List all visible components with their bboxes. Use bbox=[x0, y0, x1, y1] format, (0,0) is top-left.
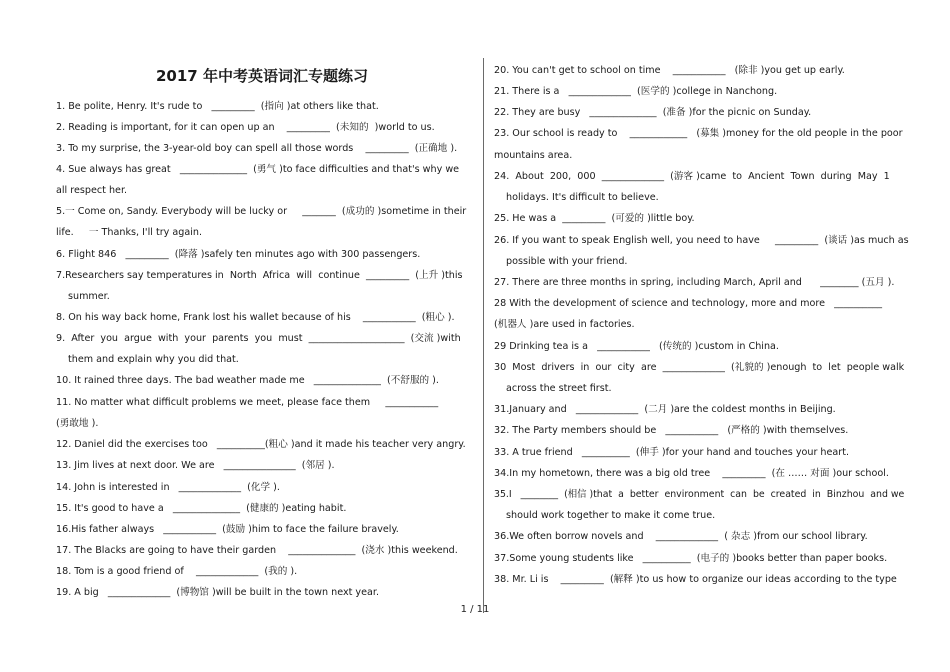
question-34: 34.In my hometown, there was a big old tree _________ (在 …… 对面 )our school. bbox=[494, 468, 889, 479]
question-14: 14. John is interested in _____________ (化学 ). bbox=[56, 482, 280, 493]
question-26-cont: possible with your friend. bbox=[506, 256, 628, 267]
question-28: 28 With the development of science and technology, more and more __________ bbox=[494, 298, 883, 309]
question-30-cont: across the street first. bbox=[506, 383, 612, 394]
question-23: 23. Our school is ready to ____________ (募集 )money for the old people in the poor bbox=[494, 128, 903, 139]
question-6: 6. Flight 846 _________ (降落 )safely ten minutes ago with 300 passengers. bbox=[56, 249, 421, 260]
question-33: 33. A true friend __________ (伸手 )for your hand and touches your heart. bbox=[494, 447, 850, 458]
question-1: 1. Be polite, Henry. It's rude to _________ (指向 )at others like that. bbox=[56, 101, 379, 112]
question-19: 19. A big _____________ (博物馆 )will be built in the town next year. bbox=[56, 587, 380, 598]
question-4: 4. Sue always has great ______________ (勇气 )to face difficulties and that's why we bbox=[56, 164, 460, 175]
question-29: 29 Drinking tea is a ___________ (传统的 )custom in China. bbox=[494, 341, 779, 352]
question-5: 5.一 Come on, Sandy. Everybody will be lucky or _______ (成功的 )sometime in their bbox=[56, 206, 467, 217]
question-9-cont: them and explain why you did that. bbox=[68, 354, 239, 365]
question-27: 27. There are three months in spring, including March, April and ________ (五月 ). bbox=[494, 277, 895, 288]
question-12: 12. Daniel did the exercises too __________(粗心 )and it made his teacher very angry. bbox=[56, 439, 466, 450]
question-37: 37.Some young students like __________ (电子的 )books better than paper books. bbox=[494, 553, 888, 564]
question-32: 32. The Party members should be ___________ (严格的 )with themselves. bbox=[494, 425, 849, 436]
question-22: 22. They are busy ______________ (准备 )for the picnic on Sunday. bbox=[494, 107, 812, 118]
question-7: 7.Researchers say temperatures in North Africa will continue _________ (上升 )this bbox=[56, 270, 463, 281]
question-7-cont: summer. bbox=[68, 291, 110, 302]
question-3: 3. To my surprise, the 3-year-old boy can spell all those words _________ (正确地 ). bbox=[56, 143, 458, 154]
question-31: 31.January and _____________ (二月 )are the coldest months in Beijing. bbox=[494, 404, 836, 415]
question-36: 36.We often borrow novels and _____________ ( 杂志 )from our school library. bbox=[494, 531, 868, 542]
column-divider bbox=[483, 58, 484, 613]
question-13: 13. Jim lives at next door. We are _______________ (邻居 ). bbox=[56, 460, 335, 471]
question-16: 16.His father always ___________ (鼓励 )him to face the failure bravely. bbox=[56, 524, 399, 535]
question-2: 2. Reading is important, for it can open up an _________ (未知的 )world to us. bbox=[56, 122, 435, 133]
question-30: 30 Most drivers in our city are _____________ (礼貌的 )enough to let people walk bbox=[494, 362, 905, 373]
question-11-cont: (勇敢地 ). bbox=[56, 418, 99, 429]
question-24-cont: holidays. It's difficult to believe. bbox=[506, 192, 659, 203]
question-25: 25. He was a _________ (可爱的 )little boy. bbox=[494, 213, 695, 224]
question-10: 10. It rained three days. The bad weather made me ______________ (不舒服的 ). bbox=[56, 375, 439, 386]
question-11: 11. No matter what difficult problems we meet, please face them ___________ bbox=[56, 397, 439, 408]
question-15: 15. It's good to have a ______________ (健康的 )eating habit. bbox=[56, 503, 347, 514]
question-9: 9. After you argue with your parents you must ____________________ (交流 )with bbox=[56, 333, 461, 344]
question-17: 17. The Blacks are going to have their garden ______________ (浇水 )this weekend. bbox=[56, 545, 458, 556]
page-number: 1 / 11 bbox=[460, 604, 490, 615]
question-18: 18. Tom is a good friend of _____________ (我的 ). bbox=[56, 566, 298, 577]
question-26: 26. If you want to speak English well, you need to have _________ (谈话 )as much as bbox=[494, 235, 909, 246]
question-38: 38. Mr. Li is _________ (解释 )to us how to organize our ideas according to the type bbox=[494, 574, 897, 585]
question-4-cont: all respect her. bbox=[56, 185, 128, 196]
question-28-cont: (机器人 )are used in factories. bbox=[494, 319, 635, 330]
question-5-cont: life. 一 Thanks, I'll try again. bbox=[56, 227, 203, 238]
question-35-cont: should work together to make it come true. bbox=[506, 510, 716, 521]
question-20: 20. You can't get to school on time ___________ (除非 )you get up early. bbox=[494, 65, 845, 76]
question-35: 35.I ________ (相信 )that a better environment can be created in Binzhou and we bbox=[494, 489, 905, 500]
question-23-cont: mountains area. bbox=[494, 150, 573, 161]
page-title: 2017 年中考英语词汇专题练习 bbox=[156, 67, 368, 85]
question-8: 8. On his way back home, Frank lost his wallet because of his ___________ (粗心 ). bbox=[56, 312, 455, 323]
question-21: 21. There is a _____________ (医学的 )college in Nanchong. bbox=[494, 86, 778, 97]
question-24: 24. About 200, 000 _____________ (游客 )came to Ancient Town during May 1 bbox=[494, 171, 890, 182]
